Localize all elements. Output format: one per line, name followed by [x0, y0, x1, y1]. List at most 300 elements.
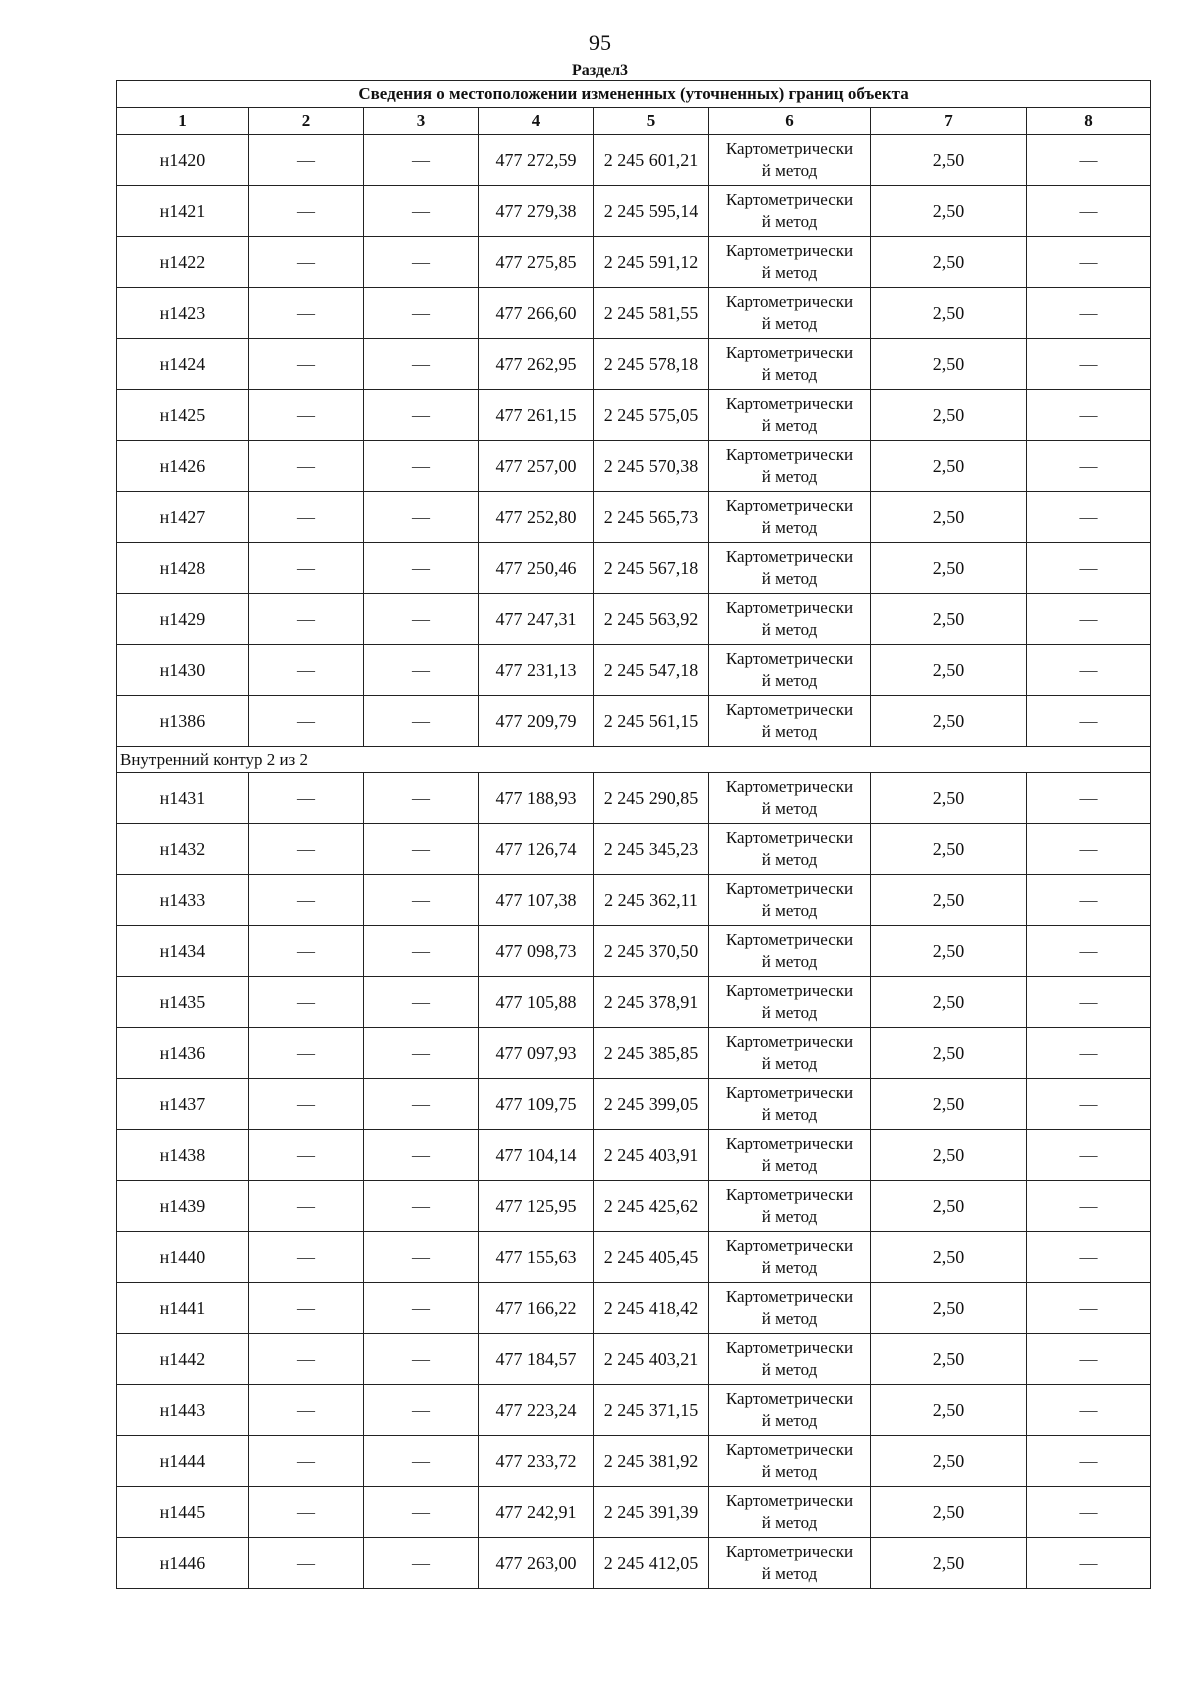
point-name-cell: н1440 — [117, 1232, 249, 1283]
y-coordinate-cell: 2 245 403,21 — [594, 1334, 709, 1385]
y-coordinate-cell: 2 245 381,92 — [594, 1436, 709, 1487]
method-line-1: Картометрически — [725, 1542, 854, 1561]
table-row — [117, 441, 1151, 492]
empty-dash-cell: — — [1027, 1283, 1151, 1334]
y-coordinate-cell: 2 245 405,45 — [594, 1232, 709, 1283]
column-number: 4 — [479, 108, 594, 135]
empty-dash-cell: — — [364, 977, 479, 1028]
accuracy-cell: 2,50 — [871, 824, 1027, 875]
table-row — [117, 926, 1151, 977]
method-line-1: Картометрически — [725, 1134, 854, 1153]
empty-dash-cell: — — [364, 645, 479, 696]
point-name-cell: н1445 — [117, 1487, 249, 1538]
accuracy-cell: 2,50 — [871, 1130, 1027, 1181]
empty-dash-cell: — — [364, 1079, 479, 1130]
method-line-2: й метод — [761, 1462, 818, 1481]
accuracy-cell: 2,50 — [871, 875, 1027, 926]
empty-dash-cell: — — [1027, 696, 1151, 747]
method-cell — [709, 288, 871, 339]
accuracy-cell: 2,50 — [871, 1385, 1027, 1436]
method-cell — [709, 1385, 871, 1436]
empty-dash-cell: — — [364, 135, 479, 186]
empty-dash-cell: — — [249, 594, 364, 645]
point-name-cell: н1439 — [117, 1181, 249, 1232]
empty-dash-cell: — — [1027, 1232, 1151, 1283]
method-line-1: Картометрически — [725, 190, 854, 209]
column-number: 2 — [249, 108, 364, 135]
method-line-2: й метод — [761, 1309, 818, 1328]
accuracy-cell: 2,50 — [871, 696, 1027, 747]
point-name-cell: н1434 — [117, 926, 249, 977]
method-cell — [709, 1538, 871, 1589]
x-coordinate-cell: 477 263,00 — [479, 1538, 594, 1589]
accuracy-cell: 2,50 — [871, 339, 1027, 390]
method-line-2: й метод — [761, 1003, 818, 1022]
method-line-2: й метод — [761, 850, 818, 869]
empty-dash-cell: — — [249, 390, 364, 441]
method-line-1: Картометрически — [725, 139, 854, 158]
empty-dash-cell: — — [364, 186, 479, 237]
method-line-1: Картометрически — [725, 930, 854, 949]
y-coordinate-cell: 2 245 595,14 — [594, 186, 709, 237]
method-line-2: й метод — [761, 569, 818, 588]
empty-dash-cell: — — [1027, 543, 1151, 594]
method-cell — [709, 1130, 871, 1181]
empty-dash-cell: — — [364, 1538, 479, 1589]
point-name-cell: н1427 — [117, 492, 249, 543]
empty-dash-cell: — — [249, 441, 364, 492]
accuracy-cell: 2,50 — [871, 390, 1027, 441]
contour-row — [117, 747, 1151, 773]
y-coordinate-cell: 2 245 601,21 — [594, 135, 709, 186]
method-cell — [709, 1334, 871, 1385]
method-line-2: й метод — [761, 365, 818, 384]
empty-dash-cell: — — [249, 1130, 364, 1181]
point-name-cell: н1430 — [117, 645, 249, 696]
method-cell — [709, 773, 871, 824]
method-cell — [709, 1232, 871, 1283]
empty-dash-cell: — — [249, 1181, 364, 1232]
column-number: 6 — [709, 108, 871, 135]
point-name-cell: н1425 — [117, 390, 249, 441]
page-number: 95 — [589, 30, 611, 55]
empty-dash-cell: — — [364, 1334, 479, 1385]
accuracy-cell: 2,50 — [871, 135, 1027, 186]
empty-dash-cell: — — [249, 773, 364, 824]
empty-dash-cell: — — [1027, 288, 1151, 339]
method-line-2: й метод — [761, 518, 818, 537]
empty-dash-cell: — — [364, 1232, 479, 1283]
table-row — [117, 1334, 1151, 1385]
accuracy-cell: 2,50 — [871, 288, 1027, 339]
method-line-2: й метод — [761, 1156, 818, 1175]
method-line-1: Картометрически — [725, 445, 854, 464]
method-line-2: й метод — [761, 314, 818, 333]
y-coordinate-cell: 2 245 391,39 — [594, 1487, 709, 1538]
empty-dash-cell: — — [1027, 773, 1151, 824]
x-coordinate-cell: 477 279,38 — [479, 186, 594, 237]
method-line-1: Картометрически — [725, 777, 854, 796]
x-coordinate-cell: 477 262,95 — [479, 339, 594, 390]
empty-dash-cell: — — [364, 1181, 479, 1232]
table-caption: Сведения о местоположении измененных (уточненных) границ объекта — [117, 81, 1151, 108]
point-name-cell: н1432 — [117, 824, 249, 875]
empty-dash-cell: — — [364, 696, 479, 747]
method-line-1: Картометрически — [725, 879, 854, 898]
table-row — [117, 645, 1151, 696]
table-row — [117, 135, 1151, 186]
table-row — [117, 390, 1151, 441]
column-number: 5 — [594, 108, 709, 135]
table-row — [117, 237, 1151, 288]
section-title: Раздел3 — [571, 62, 629, 79]
x-coordinate-cell: 477 125,95 — [479, 1181, 594, 1232]
empty-dash-cell: — — [1027, 926, 1151, 977]
empty-dash-cell: — — [249, 135, 364, 186]
empty-dash-cell: — — [1027, 645, 1151, 696]
method-line-2: й метод — [761, 1411, 818, 1430]
empty-dash-cell: — — [364, 875, 479, 926]
method-line-1: Картометрически — [725, 981, 854, 1000]
method-cell — [709, 977, 871, 1028]
table-body — [117, 135, 1151, 1589]
empty-dash-cell: — — [1027, 1130, 1151, 1181]
table-row — [117, 186, 1151, 237]
accuracy-cell: 2,50 — [871, 1283, 1027, 1334]
y-coordinate-cell: 2 245 362,11 — [594, 875, 709, 926]
method-line-1: Картометрически — [725, 394, 854, 413]
method-cell — [709, 441, 871, 492]
empty-dash-cell: — — [364, 1028, 479, 1079]
table-row — [117, 543, 1151, 594]
accuracy-cell: 2,50 — [871, 1232, 1027, 1283]
x-coordinate-cell: 477 231,13 — [479, 645, 594, 696]
empty-dash-cell: — — [249, 1283, 364, 1334]
empty-dash-cell: — — [1027, 1487, 1151, 1538]
column-number: 7 — [871, 108, 1027, 135]
empty-dash-cell: — — [1027, 1436, 1151, 1487]
x-coordinate-cell: 477 252,80 — [479, 492, 594, 543]
method-line-1: Картометрически — [725, 1338, 854, 1357]
method-line-1: Картометрически — [725, 1185, 854, 1204]
empty-dash-cell: — — [249, 543, 364, 594]
method-cell — [709, 875, 871, 926]
method-line-1: Картометрически — [725, 1236, 854, 1255]
accuracy-cell: 2,50 — [871, 1079, 1027, 1130]
empty-dash-cell: — — [249, 1232, 364, 1283]
method-cell — [709, 1079, 871, 1130]
method-line-2: й метод — [761, 1360, 818, 1379]
boundary-coordinates-table — [116, 80, 1151, 1589]
empty-dash-cell: — — [364, 773, 479, 824]
x-coordinate-cell: 477 257,00 — [479, 441, 594, 492]
empty-dash-cell: — — [1027, 824, 1151, 875]
method-line-1: Картометрически — [725, 292, 854, 311]
empty-dash-cell: — — [364, 1487, 479, 1538]
y-coordinate-cell: 2 245 399,05 — [594, 1079, 709, 1130]
accuracy-cell: 2,50 — [871, 1538, 1027, 1589]
method-cell — [709, 594, 871, 645]
table-row — [117, 1181, 1151, 1232]
table-row — [117, 1232, 1151, 1283]
x-coordinate-cell: 477 166,22 — [479, 1283, 594, 1334]
empty-dash-cell: — — [1027, 875, 1151, 926]
empty-dash-cell: — — [249, 237, 364, 288]
y-coordinate-cell: 2 245 578,18 — [594, 339, 709, 390]
method-line-2: й метод — [761, 620, 818, 639]
point-name-cell: н1443 — [117, 1385, 249, 1436]
empty-dash-cell: — — [249, 926, 364, 977]
x-coordinate-cell: 477 097,93 — [479, 1028, 594, 1079]
accuracy-cell: 2,50 — [871, 1028, 1027, 1079]
method-line-1: Картометрически — [725, 547, 854, 566]
empty-dash-cell: — — [249, 645, 364, 696]
method-line-1: Картометрически — [725, 343, 854, 362]
point-name-cell: н1429 — [117, 594, 249, 645]
empty-dash-cell: — — [1027, 1538, 1151, 1589]
method-cell — [709, 926, 871, 977]
x-coordinate-cell: 477 184,57 — [479, 1334, 594, 1385]
table-row — [117, 1130, 1151, 1181]
empty-dash-cell: — — [364, 492, 479, 543]
method-cell — [709, 186, 871, 237]
y-coordinate-cell: 2 245 561,15 — [594, 696, 709, 747]
table-row — [117, 875, 1151, 926]
point-name-cell: н1446 — [117, 1538, 249, 1589]
empty-dash-cell: — — [249, 696, 364, 747]
method-cell — [709, 1283, 871, 1334]
y-coordinate-cell: 2 245 591,12 — [594, 237, 709, 288]
method-cell — [709, 135, 871, 186]
empty-dash-cell: — — [249, 1487, 364, 1538]
method-cell — [709, 696, 871, 747]
point-name-cell: н1420 — [117, 135, 249, 186]
empty-dash-cell: — — [364, 390, 479, 441]
accuracy-cell: 2,50 — [871, 1436, 1027, 1487]
y-coordinate-cell: 2 245 385,85 — [594, 1028, 709, 1079]
y-coordinate-cell: 2 245 567,18 — [594, 543, 709, 594]
table-row — [117, 339, 1151, 390]
x-coordinate-cell: 477 275,85 — [479, 237, 594, 288]
empty-dash-cell: — — [249, 288, 364, 339]
empty-dash-cell: — — [249, 1436, 364, 1487]
empty-dash-cell: — — [249, 1385, 364, 1436]
method-line-2: й метод — [761, 952, 818, 971]
x-coordinate-cell: 477 209,79 — [479, 696, 594, 747]
empty-dash-cell: — — [364, 543, 479, 594]
empty-dash-cell: — — [1027, 186, 1151, 237]
table-row — [117, 1436, 1151, 1487]
method-line-2: й метод — [761, 671, 818, 690]
method-cell — [709, 645, 871, 696]
accuracy-cell: 2,50 — [871, 441, 1027, 492]
column-number: 8 — [1027, 108, 1151, 135]
x-coordinate-cell: 477 250,46 — [479, 543, 594, 594]
method-line-1: Картометрически — [725, 1287, 854, 1306]
method-line-2: й метод — [761, 416, 818, 435]
y-coordinate-cell: 2 245 378,91 — [594, 977, 709, 1028]
table-row — [117, 1487, 1151, 1538]
empty-dash-cell: — — [249, 1079, 364, 1130]
method-line-2: й метод — [761, 263, 818, 282]
method-line-1: Картометрически — [725, 649, 854, 668]
empty-dash-cell: — — [249, 1538, 364, 1589]
table-row — [117, 492, 1151, 543]
empty-dash-cell: — — [249, 824, 364, 875]
empty-dash-cell: — — [1027, 977, 1151, 1028]
point-name-cell: н1431 — [117, 773, 249, 824]
empty-dash-cell: — — [364, 594, 479, 645]
table-row — [117, 288, 1151, 339]
table-row — [117, 594, 1151, 645]
x-coordinate-cell: 477 107,38 — [479, 875, 594, 926]
empty-dash-cell: — — [364, 339, 479, 390]
empty-dash-cell: — — [364, 926, 479, 977]
point-name-cell: н1435 — [117, 977, 249, 1028]
point-name-cell: н1442 — [117, 1334, 249, 1385]
method-line-2: й метод — [761, 212, 818, 231]
y-coordinate-cell: 2 245 570,38 — [594, 441, 709, 492]
point-name-cell: н1421 — [117, 186, 249, 237]
method-line-2: й метод — [761, 161, 818, 180]
accuracy-cell: 2,50 — [871, 237, 1027, 288]
method-cell — [709, 237, 871, 288]
x-coordinate-cell: 477 126,74 — [479, 824, 594, 875]
table-row — [117, 1079, 1151, 1130]
method-line-1: Картометрически — [725, 1440, 854, 1459]
x-coordinate-cell: 477 098,73 — [479, 926, 594, 977]
method-line-2: й метод — [761, 467, 818, 486]
accuracy-cell: 2,50 — [871, 1181, 1027, 1232]
accuracy-cell: 2,50 — [871, 594, 1027, 645]
method-line-2: й метод — [761, 1054, 818, 1073]
empty-dash-cell: — — [1027, 135, 1151, 186]
empty-dash-cell: — — [1027, 1079, 1151, 1130]
method-line-1: Картометрически — [725, 700, 854, 719]
empty-dash-cell: — — [1027, 594, 1151, 645]
method-cell — [709, 492, 871, 543]
method-cell — [709, 1028, 871, 1079]
x-coordinate-cell: 477 105,88 — [479, 977, 594, 1028]
empty-dash-cell: — — [1027, 441, 1151, 492]
table-row — [117, 824, 1151, 875]
method-line-2: й метод — [761, 799, 818, 818]
method-line-1: Картометрически — [725, 496, 854, 515]
method-line-2: й метод — [761, 1207, 818, 1226]
column-number-row — [117, 108, 1151, 135]
empty-dash-cell: — — [364, 1283, 479, 1334]
accuracy-cell: 2,50 — [871, 543, 1027, 594]
y-coordinate-cell: 2 245 581,55 — [594, 288, 709, 339]
accuracy-cell: 2,50 — [871, 773, 1027, 824]
point-name-cell: н1426 — [117, 441, 249, 492]
point-name-cell: н1433 — [117, 875, 249, 926]
y-coordinate-cell: 2 245 370,50 — [594, 926, 709, 977]
empty-dash-cell: — — [364, 237, 479, 288]
method-line-1: Картометрически — [725, 1491, 854, 1510]
point-name-cell: н1437 — [117, 1079, 249, 1130]
method-line-1: Картометрически — [725, 241, 854, 260]
method-line-2: й метод — [761, 1105, 818, 1124]
point-name-cell: н1386 — [117, 696, 249, 747]
x-coordinate-cell: 477 266,60 — [479, 288, 594, 339]
method-cell — [709, 543, 871, 594]
empty-dash-cell: — — [249, 186, 364, 237]
accuracy-cell: 2,50 — [871, 645, 1027, 696]
empty-dash-cell: — — [1027, 1334, 1151, 1385]
empty-dash-cell: — — [1027, 1181, 1151, 1232]
point-name-cell: н1438 — [117, 1130, 249, 1181]
accuracy-cell: 2,50 — [871, 1334, 1027, 1385]
x-coordinate-cell: 477 242,91 — [479, 1487, 594, 1538]
method-cell — [709, 339, 871, 390]
table-row — [117, 1283, 1151, 1334]
method-line-2: й метод — [761, 901, 818, 920]
x-coordinate-cell: 477 233,72 — [479, 1436, 594, 1487]
method-line-1: Картометрически — [725, 1032, 854, 1051]
x-coordinate-cell: 477 272,59 — [479, 135, 594, 186]
empty-dash-cell: — — [364, 288, 479, 339]
table-row — [117, 1028, 1151, 1079]
method-cell — [709, 1487, 871, 1538]
empty-dash-cell: — — [364, 441, 479, 492]
y-coordinate-cell: 2 245 425,62 — [594, 1181, 709, 1232]
x-coordinate-cell: 477 155,63 — [479, 1232, 594, 1283]
method-line-1: Картометрически — [725, 828, 854, 847]
point-name-cell: н1424 — [117, 339, 249, 390]
x-coordinate-cell: 477 104,14 — [479, 1130, 594, 1181]
y-coordinate-cell: 2 245 563,92 — [594, 594, 709, 645]
accuracy-cell: 2,50 — [871, 186, 1027, 237]
y-coordinate-cell: 2 245 371,15 — [594, 1385, 709, 1436]
empty-dash-cell: — — [249, 977, 364, 1028]
point-name-cell: н1444 — [117, 1436, 249, 1487]
accuracy-cell: 2,50 — [871, 926, 1027, 977]
accuracy-cell: 2,50 — [871, 492, 1027, 543]
empty-dash-cell: — — [364, 1436, 479, 1487]
y-coordinate-cell: 2 245 345,23 — [594, 824, 709, 875]
table-row — [117, 1385, 1151, 1436]
y-coordinate-cell: 2 245 547,18 — [594, 645, 709, 696]
empty-dash-cell: — — [364, 1130, 479, 1181]
x-coordinate-cell: 477 223,24 — [479, 1385, 594, 1436]
empty-dash-cell: — — [1027, 390, 1151, 441]
point-name-cell: н1423 — [117, 288, 249, 339]
x-coordinate-cell: 477 188,93 — [479, 773, 594, 824]
empty-dash-cell: — — [1027, 339, 1151, 390]
empty-dash-cell: — — [1027, 1028, 1151, 1079]
table-row — [117, 773, 1151, 824]
table-row — [117, 1538, 1151, 1589]
empty-dash-cell: — — [1027, 492, 1151, 543]
contour-label: Внутренний контур 2 из 2 — [117, 747, 1151, 773]
method-line-2: й метод — [761, 722, 818, 741]
table-row — [117, 977, 1151, 1028]
empty-dash-cell: — — [249, 1028, 364, 1079]
point-name-cell: н1428 — [117, 543, 249, 594]
method-cell — [709, 1181, 871, 1232]
point-name-cell: н1422 — [117, 237, 249, 288]
empty-dash-cell: — — [249, 1334, 364, 1385]
method-line-1: Картометрически — [725, 1389, 854, 1408]
empty-dash-cell: — — [249, 875, 364, 926]
method-cell — [709, 1436, 871, 1487]
point-name-cell: н1436 — [117, 1028, 249, 1079]
empty-dash-cell: — — [364, 824, 479, 875]
y-coordinate-cell: 2 245 403,91 — [594, 1130, 709, 1181]
y-coordinate-cell: 2 245 575,05 — [594, 390, 709, 441]
x-coordinate-cell: 477 261,15 — [479, 390, 594, 441]
